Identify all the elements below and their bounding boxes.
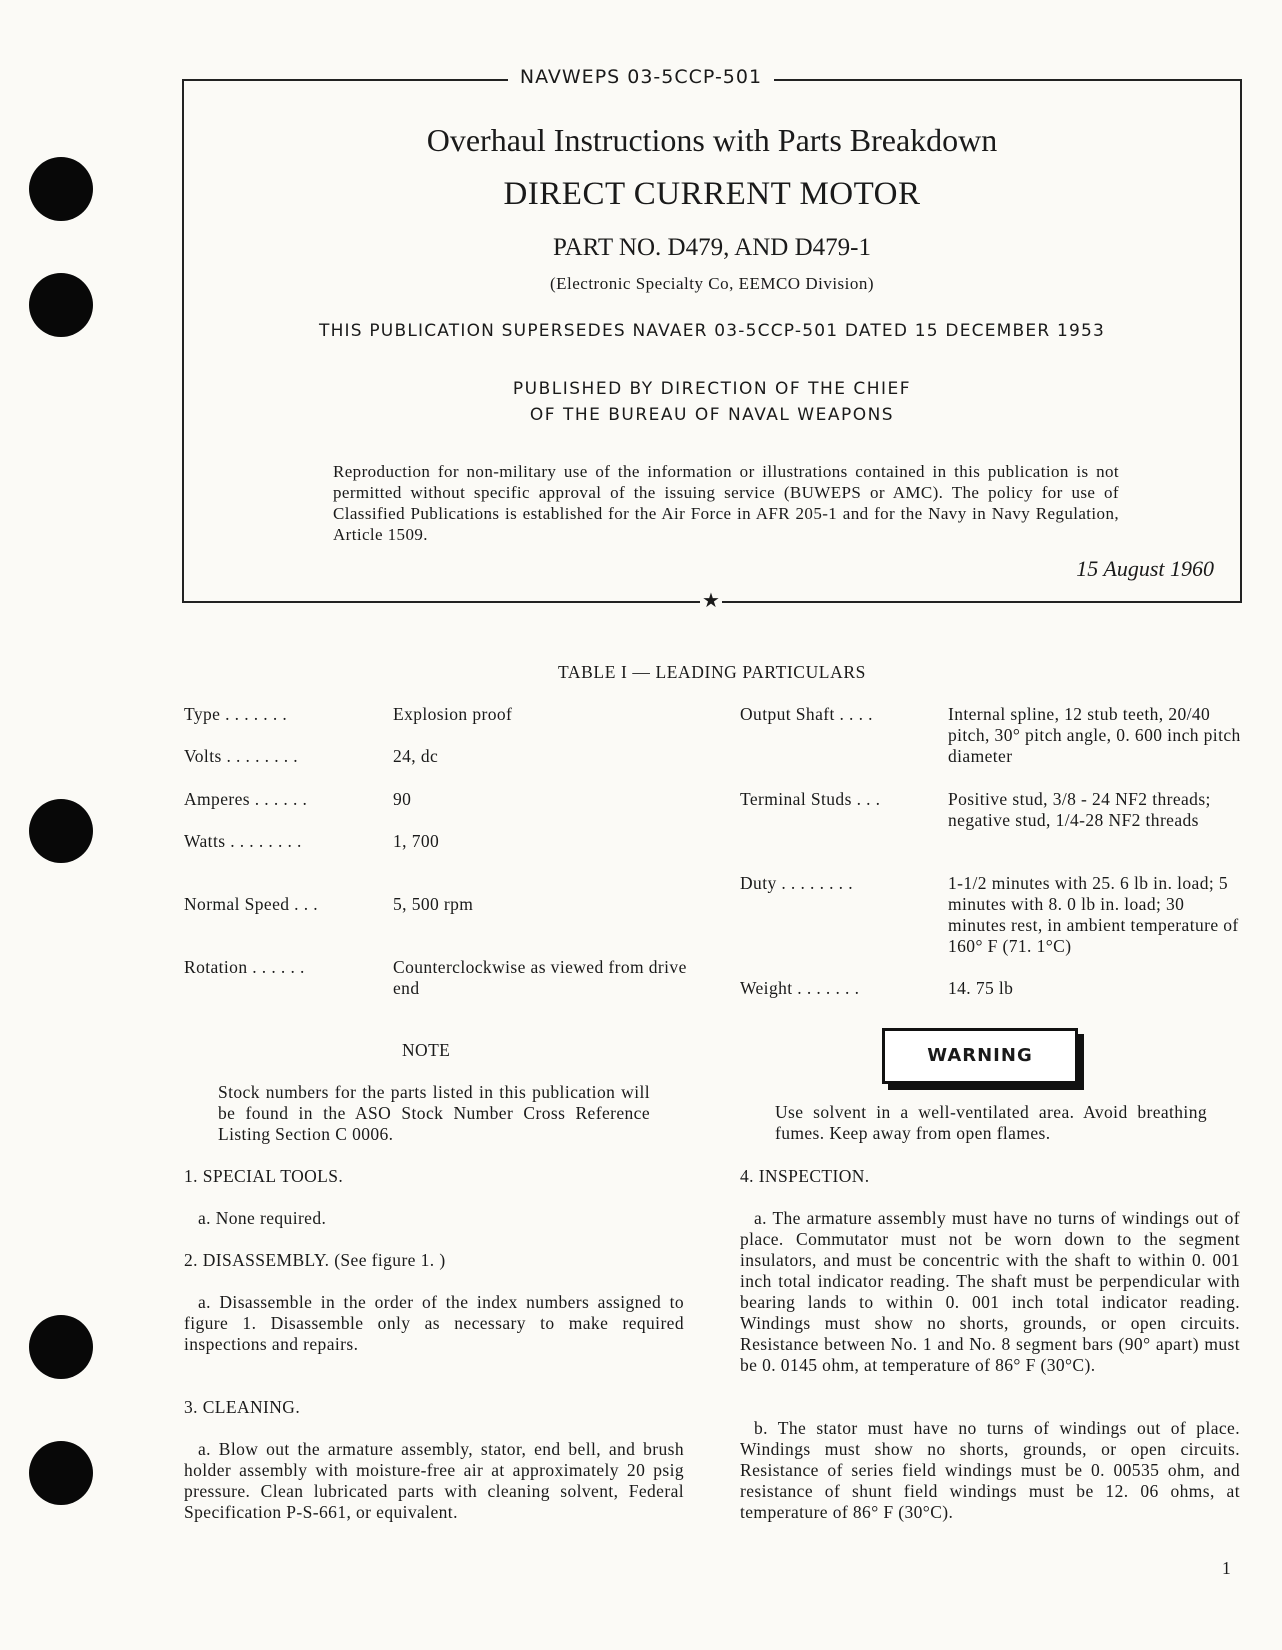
particular-label: Amperes . . . . . . — [184, 789, 308, 809]
particular-label: Watts . . . . . . . . — [184, 831, 302, 851]
particular-value: Explosion proof — [393, 704, 513, 724]
particular-value: Internal spline, 12 stub teeth, 20/40 pitch, 30° pitch angle, 0. 600 inch pitch diameter — [948, 704, 1241, 766]
binder-hole — [29, 157, 93, 221]
particular-value: 24, dc — [393, 746, 439, 766]
note-heading: NOTE — [402, 1040, 451, 1060]
binder-hole — [29, 799, 93, 863]
particular-value: 14. 75 lb — [948, 978, 1014, 998]
binder-hole — [29, 1315, 93, 1379]
publisher — [182, 376, 1242, 428]
table-title: TABLE I — LEADING PARTICULARS — [558, 662, 866, 682]
particular-value: Counterclockwise as viewed from drive end — [393, 957, 687, 998]
particular-label: Duty . . . . . . . . — [740, 873, 853, 893]
particular-value: 90 — [393, 789, 412, 809]
section-paragraph: a. Blow out the armature assembly, stator, end bell, and brush holder assembly with moisture-free air at approximately 20 psig pressure. Clean lubricated parts with cleaning solvent, Federal Specification P-S-661, or equivalent. — [184, 1439, 684, 1522]
section-heading: 1. SPECIAL TOOLS. — [184, 1166, 344, 1186]
manufacturer: (Electronic Specialty Co, EEMCO Division) — [549, 274, 875, 293]
warning-text: Use solvent in a well-ventilated area. Avoid breathing fumes. Keep away from open flames. — [775, 1102, 1207, 1143]
page-number: 1 — [1222, 1558, 1232, 1578]
equipment-name: DIRECT CURRENT MOTOR — [503, 176, 921, 212]
particular-value: Positive stud, 3/8 - 24 NF2 threads; negative stud, 1/4-28 NF2 threads — [948, 789, 1211, 830]
binder-hole — [29, 273, 93, 337]
particular-label: Rotation . . . . . . — [184, 957, 305, 977]
particular-label: Type . . . . . . . — [184, 704, 288, 724]
particular-value: 1-1/2 minutes with 25. 6 lb in. load; 5 minutes with 8. 0 lb in. load; 30 minutes rest, in ambient temperature of 160° F (71. 1°C) — [948, 873, 1239, 956]
supersedes-notice: THIS PUBLICATION SUPERSEDES NAVAER 03-5CCP-501 DATED 15 DECEMBER 1953 — [318, 321, 1106, 341]
section-heading: 2. DISASSEMBLY. (See figure 1. ) — [184, 1250, 446, 1270]
particular-label: Terminal Studs . . . — [740, 789, 881, 809]
warning-box: WARNING — [882, 1028, 1078, 1084]
particular-label: Output Shaft . . . . — [740, 704, 873, 724]
section-paragraph: a. None required. — [198, 1208, 327, 1228]
particular-value: 1, 700 — [393, 831, 440, 851]
publisher-line-1: PUBLISHED BY DIRECTION OF THE CHIEF — [512, 379, 912, 399]
particular-value: 5, 500 rpm — [393, 894, 474, 914]
particular-label: Weight . . . . . . . — [740, 978, 860, 998]
reproduction-notice: Reproduction for non-military use of the information or illustrations contained in this publication is not permitted without specific approval of the issuing service (BUWEPS or AMC). The policy for use of Classified Publications is established for the Air Force in AFR 205-1 and for the Navy in Navy Regulation, Article 1509. — [333, 462, 1119, 544]
section-heading: 3. CLEANING. — [184, 1397, 301, 1417]
document-title: Overhaul Instructions with Parts Breakdown — [426, 122, 998, 158]
section-paragraph: a. Disassemble in the order of the index numbers assigned to figure 1. Disassemble only as necessary to make required inspections and repairs. — [184, 1292, 684, 1354]
particular-label: Normal Speed . . . — [184, 894, 319, 914]
document-number: NAVWEPS 03-5CCP-501 — [0, 66, 1282, 88]
note-text: Stock numbers for the parts listed in this publication will be found in the ASO Stock Number Cross Reference Listing Section C 0006. — [218, 1082, 650, 1144]
star-icon: ★ — [702, 590, 720, 612]
publisher-line-2: OF THE BUREAU OF NAVAL WEAPONS — [529, 405, 895, 425]
section-paragraph: b. The stator must have no turns of windings out of place. Windings must show no shorts, grounds, or open circuits. Resistance of series field windings must be 0. 00535 ohm, and resistance of shunt field windings must be 12. 06 ohms, at temperature of 86° F (30°C). — [740, 1418, 1240, 1522]
section-paragraph: a. The armature assembly must have no turns of windings out of place. Commutator must not be worn down to the segment insulators, and must be concentric with the shaft to within 0. 001 inch total indicator reading. The shaft must be perpendicular with bearing lands to within 0. 001 inch total indicator reading. Windings must show no shorts, grounds, or open circuits. Resistance between No. 1 and No. 8 segment bars (90° apart) must be 0. 0145 ohm, at temperature of 86° F (30°C). — [740, 1208, 1240, 1375]
publication-date: 15 August 1960 — [1076, 556, 1214, 581]
part-number: PART NO. D479, AND D479-1 — [553, 234, 871, 261]
particular-label: Volts . . . . . . . . — [184, 746, 299, 766]
section-heading: 4. INSPECTION. — [740, 1166, 870, 1186]
binder-hole — [29, 1441, 93, 1505]
